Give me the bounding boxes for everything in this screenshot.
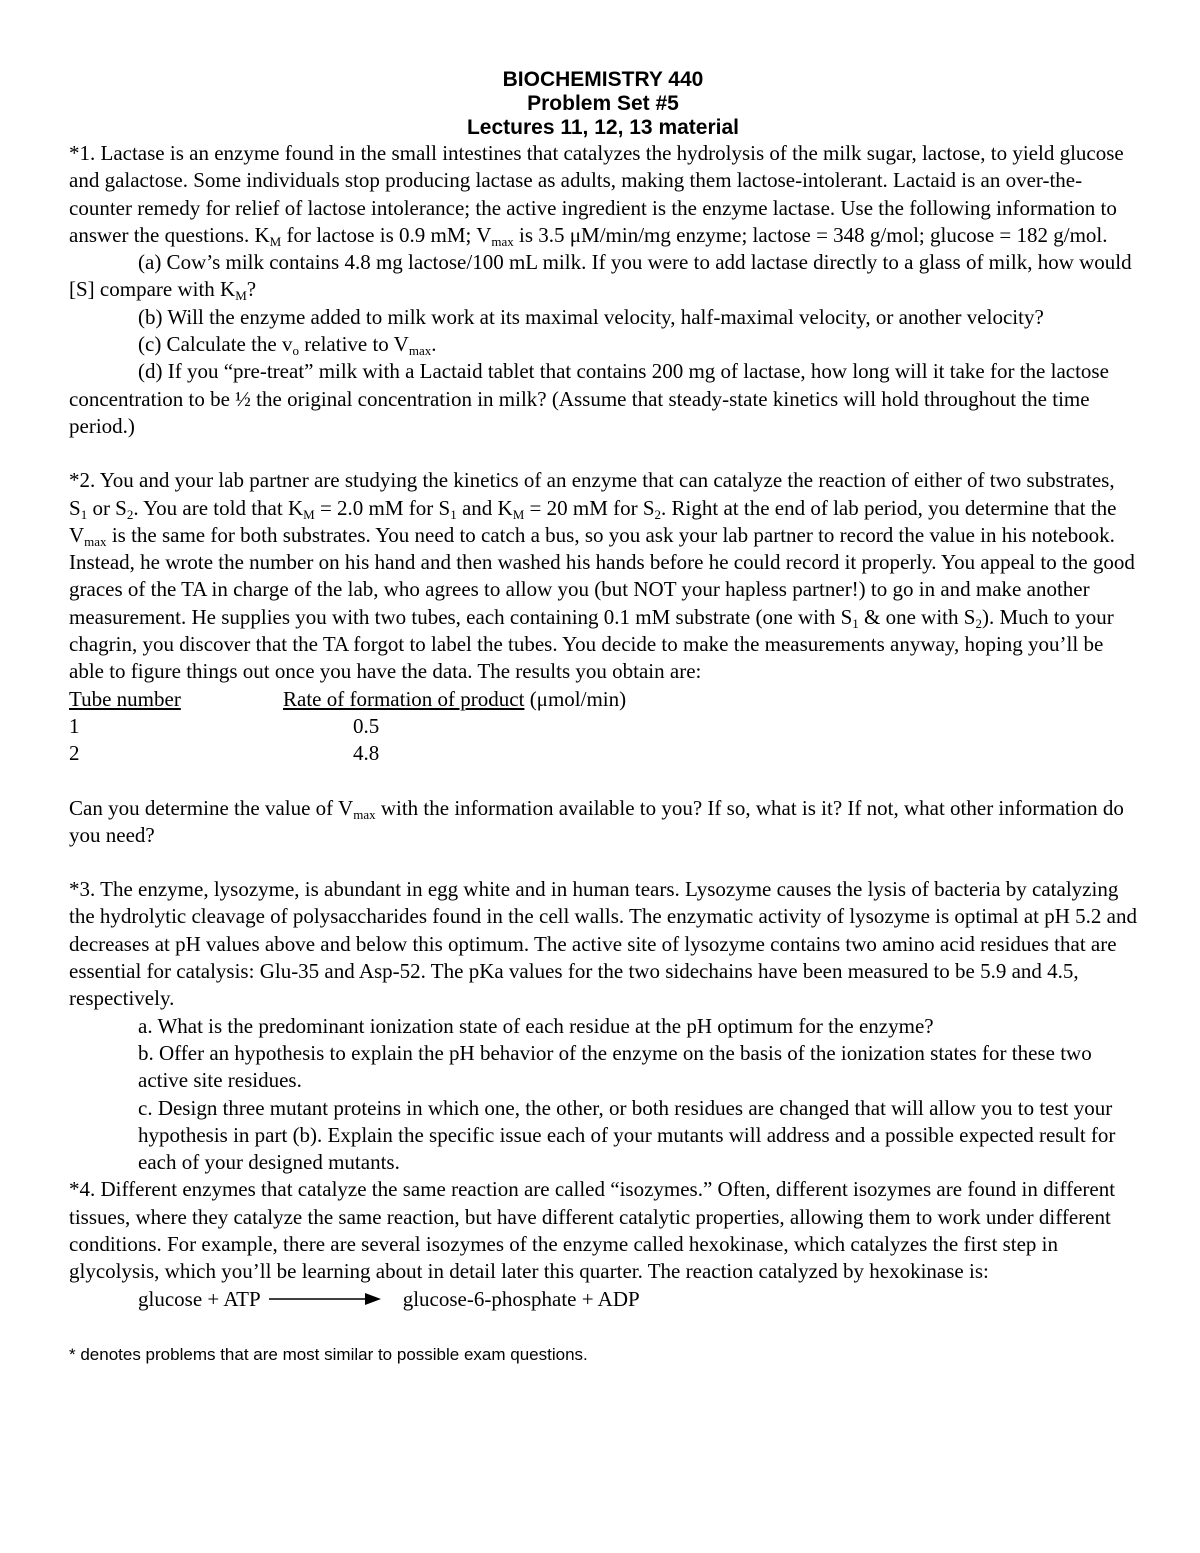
q2-intro: *2. You and your lab partner are studying the kinetics of an enzyme that can catalyze the reaction of either of two substrates, $S_1$ or $S_2$. You are told that $K_M = 2.0$ mM for $S_1$ and $K_M = 20$ mM for $S_2$. Right at the end of lab period, you determine that the $V_{max}$ is the same for both substrates. You need to catch a bus, so you ask your lab partner to record the value in his notebook. Instead, he wrote the number on his hand and then washed his hands before he could record it properly. You appeal to the good graces of the TA in charge of the lab, who agrees to allow you (but NOT your hapless partner!) to go in and make another measurement. He supplies you with two tubes, each containing 0.1 mM substrate (one with $S_1$ & one with $S_2$). Much to your chagrin, you discover that the TA forgot to label the tubes. You decide to make the measurements anyway, hoping you’ll be able to figure things out once you have the data. The results you obtain are: [69,468,1135,684]
rate-cell: 4.8 [353,741,380,766]
q3-part-c: c. Design three mutant proteins in which one, the other, or both residues are changed that will allow you to test your hypothesis in part (b). Explain the specific issue each of your mutants will address and a possible expected result for each of your designed mutants. [138,1095,1116,1175]
table-row [69,740,626,767]
rate-cell: 0.5 [353,713,380,738]
reaction-equation [138,1286,1137,1313]
reaction-reactants: glucose + ATP [138,1286,261,1311]
rate-header: Rate of formation of product (μmol/min) [283,686,627,711]
q3-part-b: b. Offer an hypothesis to explain the pH behavior of the enzyme on the basis of the ionization states for these two active site residues. [138,1040,1092,1093]
problem-set-title: Problem Set #5 [527,92,679,115]
results-table [69,686,626,768]
table-header-row [69,686,626,713]
footnote: * denotes problems that are most similar to possible exam questions. [69,1344,588,1364]
q3-part-a: a. What is the predominant ionization state of each residue at the pH optimum for the enzyme? [138,1013,934,1038]
q1-part-a: (a) Cow’s milk contains 4.8 mg lactose/100 mL milk. If you were to add lactase directly to a glass of milk, how would [S] compare with $K_M$? [69,250,1132,304]
table-row [69,713,626,740]
course-title: BIOCHEMISTRY 440 [502,68,704,91]
spacer [69,768,1137,795]
tube-cell: 2 [69,741,80,766]
spacer [69,849,1137,876]
spacer [69,440,1137,467]
q1-part-d: (d) If you “pre-treat” milk with a Lactaid tablet that contains 200 mg of lactase, how long will it take for the lactose concentration to be ½ the original concentration in milk? (Assume that steady-state kinetics will hold throughout the time period.) [69,359,1109,438]
q1-intro: *1. Lactase is an enzyme found in the small intestines that catalyzes the hydrolysis of the milk sugar, lactose, to yield glucose and galactose. Some individuals stop producing lactase as adults, making them lactose-intolerant. Lactaid is an over-the-counter remedy for relief of lactose intolerance; the active ingredient is the enzyme lactase. Use the following information to answer the questions. $K_M$ for lactose is 0.9 mM; $V_{max}$ is 3.5 μM/min/mg enzyme; lactose = 348 g/mol; glucose = 182 g/mol. [69,141,1124,249]
q2-question: Can you determine the value of $V_{max}$ with the information available to you? If so, what is it? If not, what other information do you need? [69,795,1124,847]
q3-intro: *3. The enzyme, lysozyme, is abundant in egg white and in human tears. Lysozyme causes the lysis of bacteria by catalyzing the hydrolytic cleavage of polysaccharides found in the cell walls. The enzymatic activity of lysozyme is optimal at pH 5.2 and decreases at pH values above and below this optimum. The active site of lysozyme contains two amino acid residues that are essential for catalysis: Glu-35 and Asp-52. The pKa values for the two sidechains have been measured to be 5.9 and 4.5, respectively. [69,877,1137,1011]
q1-part-c: (c) Calculate the $v_o$ relative to $V_{max}$. [138,332,437,359]
tube-cell: 1 [69,713,80,738]
q1-part-b: (b) Will the enzyme added to milk work at its maximal velocity, half-maximal velocity, or another velocity? [138,304,1044,329]
document-header [69,68,1137,140]
reaction-products: glucose-6-phosphate + ADP [402,1286,640,1311]
lectures-subtitle: Lectures 11, 12, 13 material [466,116,739,139]
problem-set-page [69,68,1137,1368]
q4-intro: *4. Different enzymes that catalyze the same reaction are called “isozymes.” Often, different isozymes are found in different tissues, where they catalyze the same reaction, but have different catalytic properties, allowing them to work under different conditions. For example, there are several isozymes of the enzyme called hexokinase, which catalyzes the first step in glycolysis, which you’ll be learning about in detail later this quarter. The reaction catalyzed by hexokinase is: [69,1177,1116,1284]
reaction-arrow-icon [269,1291,381,1307]
tube-number-header: Tube number [69,686,181,711]
